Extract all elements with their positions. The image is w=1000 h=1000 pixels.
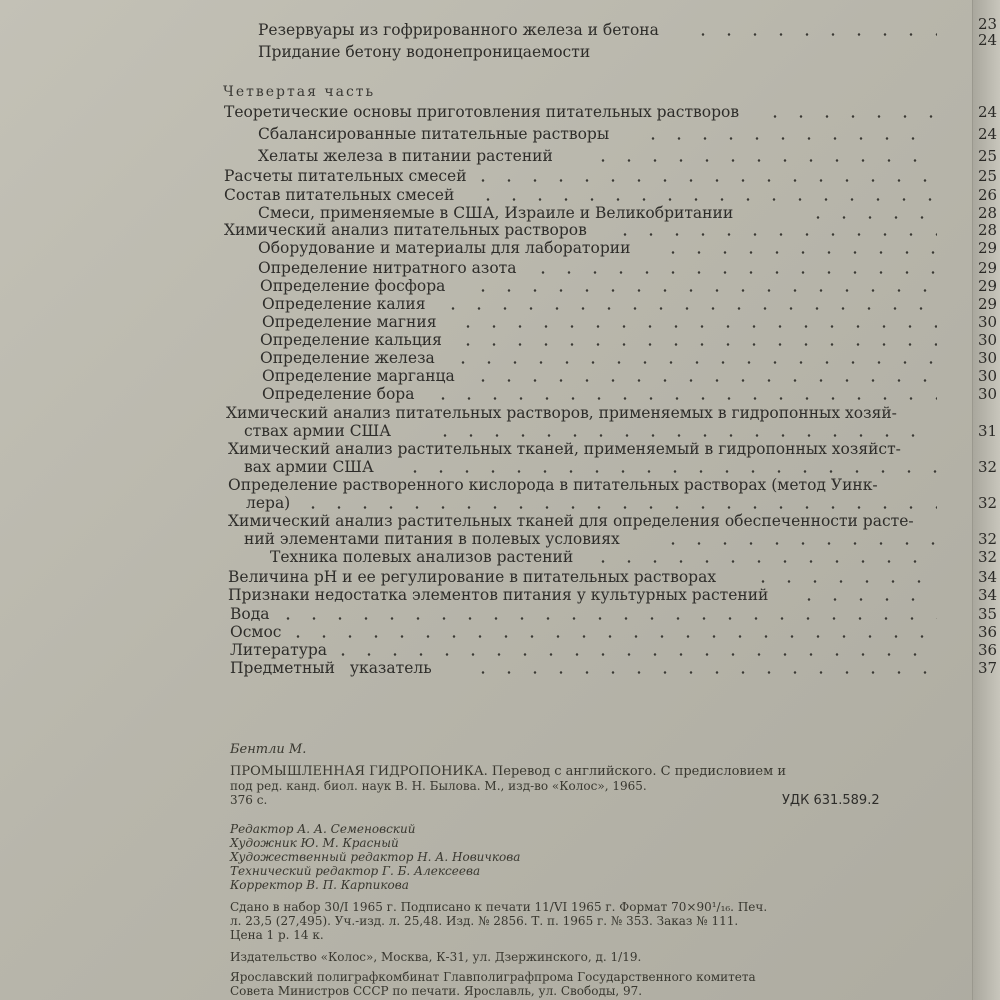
leader-dots: [690, 33, 937, 36]
toc-page-number: 28: [978, 204, 998, 222]
toc-page-number: 25: [978, 167, 998, 185]
toc-page-number: 28: [978, 221, 998, 239]
imprint-title-line: под ред. канд. биол. наук В. Н. Былова. М., изд-во «Колос», 1965.: [230, 779, 647, 793]
toc-entry: [0, 366, 998, 386]
leader-dots: [612, 233, 937, 236]
toc-page-number: 25: [978, 147, 998, 165]
imprint-print-line: л. 23,5 (27,495). Уч.-изд. л. 25,48. Изд. № 2856. Т. п. 1965 г. № 353. Заказ № 111.: [230, 914, 739, 928]
toc-entry-title: Химический анализ питательных растворов: [224, 221, 587, 239]
leader-dots: [470, 289, 937, 292]
toc-entry: [0, 567, 998, 587]
toc-entry: [0, 439, 965, 459]
imprint-staff-line: Художник Ю. М. Красный: [230, 836, 399, 850]
toc-entry: [0, 258, 998, 278]
toc-entry: [0, 421, 998, 441]
toc-entry-title: Теоретические основы приготовления питательных растворов: [224, 103, 740, 121]
toc-page-number: 32: [978, 530, 998, 548]
toc-page-number: 30: [978, 331, 998, 349]
toc-entry: [0, 493, 998, 513]
toc-page-number: 30: [978, 385, 998, 403]
toc-entry-title: Определение калия: [262, 295, 426, 313]
imprint-staff-line: Корректор В. П. Карпикова: [230, 878, 409, 892]
toc-entry-title: Резервуары из гофрированного железа и бетона: [258, 21, 659, 39]
toc-entry: [0, 102, 998, 122]
toc-entry-title: Определение растворенного кислорода в питательных растворах (метод Уинк-: [228, 476, 878, 494]
imprint-title-line: 376 с.: [230, 793, 268, 807]
toc-entry-title: Химический анализ растительных тканей для определения обеспеченности расте-: [228, 512, 914, 530]
imprint-publisher: Издательство «Колос», Москва, К-31, ул. Дзержинского, д. 1/19.: [230, 950, 642, 964]
toc-page-number: 35: [978, 605, 998, 623]
leader-dots: [285, 635, 937, 638]
toc-page-number: 32: [978, 494, 998, 512]
toc-page-number: 30: [978, 349, 998, 367]
toc-entry-title: вах армии США: [244, 458, 374, 476]
toc-page-number: 36: [978, 641, 998, 659]
udc-code: УДК 631.589.2: [782, 793, 880, 808]
toc-entry-title: Величина pH и ее регулирование в питательных растворах: [228, 568, 717, 586]
toc-entry: [0, 330, 998, 350]
leader-dots: [330, 653, 937, 656]
toc-entry-title: Вода: [230, 605, 270, 623]
toc-entry-title: Литература: [230, 641, 328, 659]
toc-page-number: 32: [978, 548, 998, 566]
leader-dots: [432, 434, 937, 437]
toc-page-number: 30: [978, 367, 998, 385]
toc-page-number: 24: [978, 31, 998, 49]
imprint-staff-line: Редактор А. А. Семеновский: [230, 822, 416, 836]
imprint-staff-line: Художественный редактор Н. А. Новичкова: [230, 850, 521, 864]
leader-dots: [590, 159, 937, 162]
toc-entry-title: Химический анализ растительных тканей, применяемый в гидропонных хозяйст-: [228, 440, 901, 458]
toc-entry: [0, 312, 998, 332]
toc-entry: [0, 185, 998, 205]
toc-page-number: 34: [978, 568, 998, 586]
toc-entry-title: ствах армии США: [244, 422, 391, 440]
toc-entry: [0, 124, 998, 144]
imprint-print-line: Цена 1 р. 14 к.: [230, 928, 324, 942]
toc-entry: [0, 475, 965, 495]
toc-entry: [0, 238, 998, 258]
toc-entry-title: Придание бетону водонепроницаемости: [258, 43, 591, 61]
leader-dots: [640, 137, 937, 140]
imprint-printer-line: Совета Министров СССР по печати. Ярославль, ул. Свободы, 97.: [230, 984, 643, 998]
imprint-printer-line: Ярославский полиграфкомбинат Главполиграфпрома Государственного комитета: [230, 970, 756, 984]
toc-page-number: 24: [978, 103, 998, 121]
toc-entry-title: Смеси, применяемые в США, Израиле и Великобритании: [258, 204, 734, 222]
toc-entry-title: лера): [246, 494, 291, 512]
leader-dots: [430, 397, 937, 400]
toc-entry: [0, 276, 998, 296]
toc-entry-title: Определение железа: [260, 349, 435, 367]
toc-page-number: 24: [978, 125, 998, 143]
toc-entry-title: Состав питательных смесей: [224, 186, 455, 204]
leader-dots: [455, 343, 937, 346]
toc-entry-title: Определение фосфора: [260, 277, 446, 295]
toc-page-number: 37: [978, 659, 998, 677]
leader-dots: [470, 179, 937, 182]
toc-page-number: 23: [978, 15, 998, 33]
toc-page-number: 29: [978, 259, 998, 277]
toc-entry: [0, 457, 998, 477]
toc-page-number: 32: [978, 458, 998, 476]
toc-entry-title: Определение кальция: [260, 331, 442, 349]
toc-entry: [0, 146, 998, 166]
toc-page-number: 36: [978, 623, 998, 641]
toc-entry-title: Химический анализ питательных растворов, применяемых в гидропонных хозяй-: [226, 404, 897, 422]
toc-page-number: 29: [978, 295, 998, 313]
leader-dots: [660, 542, 937, 545]
toc-entry-title: Признаки недостатка элементов питания у культурных растений: [228, 586, 769, 604]
toc-entry-title: Определение магния: [262, 313, 437, 331]
leader-dots: [470, 671, 937, 674]
toc-entry: [0, 640, 998, 660]
toc-entry-title: Хелаты железа в питании растений: [258, 147, 553, 165]
toc-page-number: 34: [978, 586, 998, 604]
leader-dots: [590, 560, 937, 563]
leader-dots: [530, 271, 937, 274]
toc-entry: [0, 622, 998, 642]
toc-entry-title: Определение бора: [262, 385, 415, 403]
toc-entry: [0, 348, 998, 368]
toc-entry-title: Расчеты питательных смесей: [224, 167, 467, 185]
leader-dots: [450, 361, 937, 364]
toc-page-number: 29: [978, 239, 998, 257]
toc-page-number: 29: [978, 277, 998, 295]
toc-page-number: 30: [978, 313, 998, 331]
leader-dots: [805, 216, 937, 219]
toc-entry: [0, 31, 998, 62]
leader-dots: [300, 506, 937, 509]
toc-entry-title: ний элементами питания в полевых условиях: [244, 530, 620, 548]
toc-entry: [0, 384, 998, 404]
imprint-print-line: Сдано в набор 30/I 1965 г. Подписано к печати 11/VI 1965 г. Формат 70×90¹/₁₆. Печ.: [230, 900, 768, 914]
toc-page-number: 31: [978, 422, 998, 440]
toc-entry: [0, 403, 965, 423]
leader-dots: [440, 307, 937, 310]
leader-dots: [455, 325, 937, 328]
toc-entry-title: Оборудование и материалы для лаборатории: [258, 239, 631, 257]
toc-entry: [0, 220, 998, 240]
part-heading: Четвертая часть: [223, 84, 376, 100]
toc-entry-title: Сбалансированные питательные растворы: [258, 125, 610, 143]
leader-dots: [762, 115, 937, 118]
toc-entry: [0, 529, 998, 549]
leader-dots: [402, 470, 937, 473]
imprint-staff-line: Технический редактор Г. Б. Алексеева: [230, 864, 481, 878]
leader-dots: [470, 379, 937, 382]
toc-entry-title: Техника полевых анализов растений: [270, 548, 574, 566]
imprint-author: Бентли М.: [230, 742, 307, 757]
toc-entry: [0, 585, 998, 605]
leader-dots: [275, 617, 937, 620]
toc-entry: [0, 166, 998, 186]
imprint-title-line: ПРОМЫШЛЕННАЯ ГИДРОПОНИКА. Перевод с английского. С предисловием и: [230, 764, 786, 779]
toc-entry: [0, 658, 998, 678]
toc-entry-title: Определение марганца: [262, 367, 455, 385]
leader-dots: [796, 598, 937, 601]
toc-page-number: 26: [978, 186, 998, 204]
toc-entry-title: Определение нитратного азота: [258, 259, 517, 277]
toc-entry-title: Осмос: [230, 623, 282, 641]
toc-entry: [0, 511, 965, 531]
leader-dots: [660, 251, 937, 254]
leader-dots: [750, 580, 937, 583]
toc-entry: [0, 294, 998, 314]
toc-entry: [0, 547, 998, 567]
toc-entry: [0, 604, 998, 624]
leader-dots: [475, 198, 937, 201]
toc-entry-title: Предметный указатель: [230, 659, 432, 677]
